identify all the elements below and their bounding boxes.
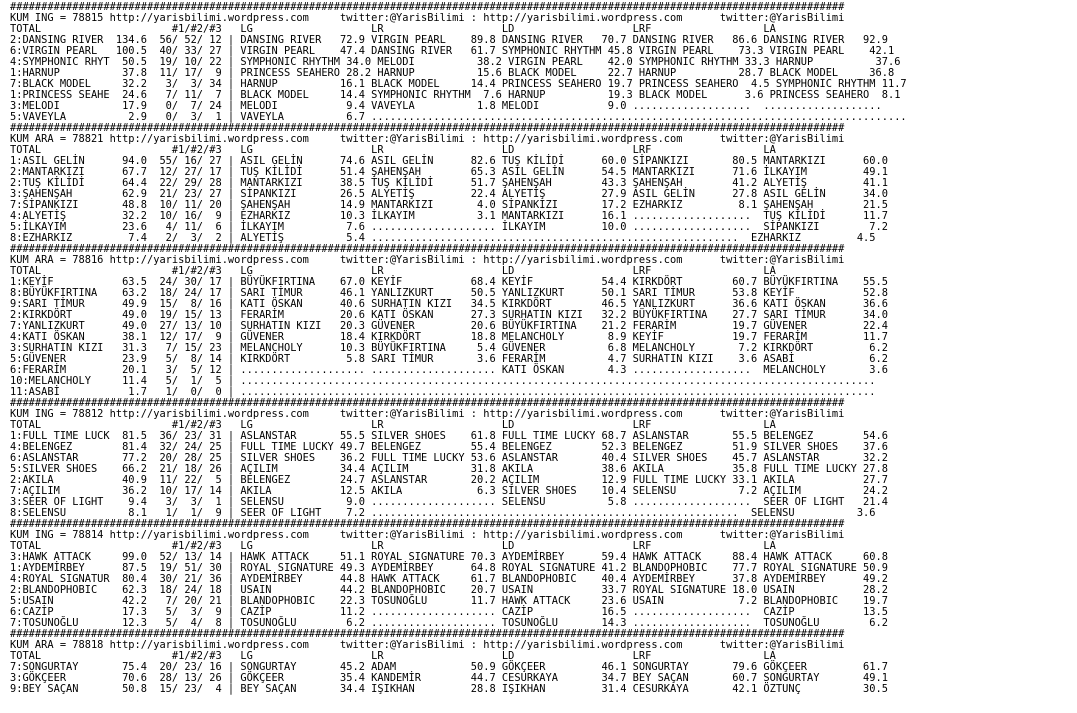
table-row: 2:KIRKDÖRT 49.0 19/ 15/ 13 | FERARİM 20.6 KATI ÖSKAN 27.3 SURHATIN KIZI 32.2 BÜYÜKFIRTINA 27.7 SARI TİMUR 34.0	[10, 309, 888, 321]
table-row: 9:SARI TİMUR 49.9 15/ 8/ 16 | KATI ÖSKAN 40.6 SURHATIN KIZI 34.5 KIRKDÖRT 46.5 YANLIZKURT 36.6 KATI ÖSKAN 36.6	[10, 298, 888, 310]
race-header: KUM ARA = 78818 http://yarisbilimi.wordpress.com twitter:@YarisBilimi : http://yarisbilimi.wordpress.com twitter:@YarisBilimi	[10, 639, 845, 651]
table-row: 8:SELENSU 8.1 1/ 1/ 9 | SEER OF LIGHT 7.2 ........................................................... SELENSU 3.6	[10, 507, 876, 519]
table-row: 6:ASLANSTAR 77.2 20/ 28/ 25 | SILVER SHOES 36.2 FULL TIME LUCKY 53.6 ASLANSTAR 40.4 SILVER SHOES 45.7 ASLANSTAR 32.2	[10, 452, 888, 464]
table-row: 9:BEY SAÇAN 50.8 15/ 23/ 4 | BEY SAÇAN 34.4 IŞIKHAN 28.8 IŞIKHAN 31.4 CESURKAYA 42.1 ÖZTUNÇ 30.5	[10, 683, 888, 695]
table-row: 1:AYDEMİRBEY 87.5 19/ 51/ 30 | ROYAL SIGNATURE 49.3 AYDEMİRBEY 64.8 ROYAL SIGNATURE 41.2 BLANDOPHOBIC 77.7 ROYAL SIGNATURE 50.9	[10, 562, 888, 574]
table-row: 7:YANLIZKURT 49.0 27/ 13/ 10 | SURHATIN KIZI 20.3 GÜVENER 20.6 BÜYÜKFIRTINA 21.2 FERARİM 19.7 GÜVENER 22.4	[10, 320, 888, 332]
separator-line: ######################################################################################################################################	[10, 1, 845, 13]
table-row: 5:GÜVENER 23.9 5/ 8/ 14 | KIRKDÖRT 5.8 SARI TİMUR 3.6 FERARİM 4.7 SURHATIN KIZI 3.6 ASABİ 6.2	[10, 353, 888, 365]
table-row: 3:ŞAHENŞAH 62.9 21/ 23/ 27 | SİPANKIZI 26.5 ALYETİŞ 22.4 ALYETİŞ 27.9 ASIL GELİN 27.8 ASIL GELİN 34.0	[10, 188, 888, 200]
table-row: 7:TOSUNOĞLU 12.3 5/ 4/ 8 | TOSUNOĞLU 6.2 .................... TOSUNOĞLU 14.3 ................... TOSUNOĞLU 6.2	[10, 617, 888, 629]
table-row: 3:SEER OF LIGHT 9.4 3/ 3/ 1 | SELENSU 9.0 .................... SELENSU 5.8 ................... SEER OF LIGHT 21.4	[10, 496, 888, 508]
column-header: TOTAL #1/#2/#3 LG LR LD LRF LA	[10, 144, 776, 156]
table-row: 2:DANSING RIVER 134.6 56/ 52/ 12 | DANSING RIVER 72.9 VIRGIN PEARL 89.8 DANSING RIVER 70.7 DANSING RIVER 86.6 DANSING RIVER 92.9	[10, 34, 888, 46]
table-row: 8:BÜYÜKFIRTINA 63.2 18/ 24/ 17 | SARI TİMUR 46.1 YANLIZKURT 50.5 YANLIZKURT 50.1 SARI TİMUR 53.8 KEYİF 52.8	[10, 287, 888, 299]
table-row: 3:GÖKÇEER 70.6 28/ 13/ 26 | GÖKÇEER 35.4 KANDEMİR 44.7 CESURKAYA 34.7 BEY SAÇAN 60.7 SONGURTAY 49.1	[10, 672, 888, 684]
table-row: 3:MELODI 17.9 0/ 7/ 24 | MELODI 9.4 VAVEYLA 1.8 MELODI 9.0 ................... ...................	[10, 100, 882, 112]
table-row: 5:SILVER SHOES 66.2 21/ 18/ 26 | AÇILIM 34.4 AÇILIM 31.8 AKILA 38.6 AKILA 35.8 FULL TIME LUCKY 27.8	[10, 463, 888, 475]
table-row: 4:KATI ÖSKAN 38.1 12/ 17/ 9 | GÜVENER 18.4 KIRKDÖRT 18.8 MELANCHOLY 8.9 KEYİF 19.7 FERARİM 11.7	[10, 331, 888, 343]
table-row: 10:MELANCHOLY 11.4 5/ 1/ 5 | ......................................................................................................	[10, 375, 876, 387]
table-row: 6:CAZİP 17.3 5/ 3/ 9 | CAZİP 11.2 .................... CAZİP 16.5 ................... CAZİP 13.5	[10, 606, 888, 618]
table-row: 7:SİPANKIZI 48.8 10/ 11/ 20 | ŞAHENŞAH 14.9 MANTARKIZI 4.0 SİPANKIZI 17.2 EZHARKIZ 8.1 ŞAHENŞAH 21.5	[10, 199, 888, 211]
table-row: 8:EZHARKIZ 7.4 2/ 3/ 2 | ALYETİŞ 5.4 ........................................................... EZHARKIZ 4.5	[10, 232, 876, 244]
table-row: 6:VIRGIN PEARL 100.5 40/ 33/ 27 | VIRGIN PEARL 47.4 DANSING RIVER 61.7 SYMPHONIC RHYTHM 45.8 VIRGIN PEARL 73.3 VIRGIN PEARL 42.1	[10, 45, 895, 57]
column-header: TOTAL #1/#2/#3 LG LR LD LRF LA	[10, 540, 776, 552]
table-row: 4:ROYAL SIGNATUR 80.4 30/ 21/ 36 | AYDEMİRBEY 44.8 HAWK ATTACK 61.7 BLANDOPHOBIC 40.4 AYDEMİRBEY 37.8 AYDEMİRBEY 49.2	[10, 573, 888, 585]
column-header: TOTAL #1/#2/#3 LG LR LD LRF LA	[10, 419, 776, 431]
race-header: KUM ARA = 78821 http://yarisbilimi.wordpress.com twitter:@YarisBilimi : http://yarisbilimi.wordpress.com twitter:@YarisBilimi	[10, 133, 845, 145]
table-row: 1:FULL TIME LUCK 81.5 36/ 23/ 31 | ASLANSTAR 55.5 SILVER SHOES 61.8 FULL TIME LUCKY 68.7 ASLANSTAR 55.5 BELENGEZ 54.6	[10, 430, 888, 442]
column-header: TOTAL #1/#2/#3 LG LR LD LRF LA	[10, 265, 776, 277]
table-row: 5:VAVEYLA 2.9 0/ 3/ 1 | VAVEYLA 6.7 ......................................................................................	[10, 111, 907, 123]
table-row: 3:HAWK ATTACK 99.0 52/ 13/ 14 | HAWK ATTACK 51.1 ROYAL SIGNATURE 70.3 AYDEMİRBEY 59.4 HAWK ATTACK 88.4 HAWK ATTACK 60.8	[10, 551, 888, 563]
race-header: KUM ING = 78814 http://yarisbilimi.wordpress.com twitter:@YarisBilimi : http://yarisbilimi.wordpress.com twitter:@YarisBilimi	[10, 529, 845, 541]
separator-line: ######################################################################################################################################	[10, 518, 845, 530]
table-row: 5:İLKAYIM 23.6 4/ 11/ 6 | İLKAYIM 7.6 .................... İLKAYIM 10.0 ................... SİPANKIZI 7.2	[10, 221, 888, 233]
table-row: 1:ASIL GELİN 94.0 55/ 16/ 27 | ASIL GELİN 74.6 ASIL GELİN 82.6 TUŞ KİLİDİ 60.0 SİPANKIZI 80.5 MANTARKIZI 60.0	[10, 155, 888, 167]
separator-line: ######################################################################################################################################	[10, 628, 845, 640]
race-header: KUM ARA = 78816 http://yarisbilimi.wordpress.com twitter:@YarisBilimi : http://yarisbilimi.wordpress.com twitter:@YarisBilimi	[10, 254, 845, 266]
table-row: 1:HARNUP 37.8 11/ 17/ 9 | PRINCESS SEAHERO 28.2 HARNUP 15.6 BLACK MODEL 22.7 HARNUP 28.7 BLACK MODEL 36.8	[10, 67, 895, 79]
table-row: 5:USAIN 42.2 7/ 20/ 21 | BLANDOPHOBIC 22.3 TOSUNOĞLU 11.7 HAWK ATTACK 23.6 USAIN 7.2 BLANDOPHOBIC 19.7	[10, 595, 888, 607]
table-row: 4:ALYETİŞ 32.2 10/ 16/ 9 | EZHARKIZ 10.3 İLKAYIM 3.1 MANTARKIZI 16.1 ................... TUŞ KİLİDİ 11.7	[10, 210, 888, 222]
separator-line: ######################################################################################################################################	[10, 397, 845, 409]
column-header: TOTAL #1/#2/#3 LG LR LD LRF LA	[10, 650, 776, 662]
table-row: 11:ASABİ 1.7 1/ 0/ 0 | ......................................................................................................	[10, 386, 876, 398]
race-header: KUM ING = 78815 http://yarisbilimi.wordpress.com twitter:@YarisBilimi : http://yarisbilimi.wordpress.com twitter:@YarisBilimi	[10, 12, 845, 24]
table-row: 6:FERARİM 20.1 3/ 5/ 12 | .................... .................... KATI ÖSKAN 4.3 ................... MELANCHOLY 3.6	[10, 364, 888, 376]
table-row: 1:PRINCESS SEAHE 24.6 7/ 11/ 7 | BLACK MODEL 14.4 SYMPHONIC RHYTHM 7.6 HARNUP 19.3 BLACK MODEL 3.6 PRINCESS SEAHERO 8.1	[10, 89, 901, 101]
table-row: 7:BLACK MODEL 32.2 3/ 3/ 34 | HARNUP 16.1 BLACK MODEL 14.4 PRINCESS SEAHERO 19.7 PRINCESS SEAHERO 4.5 SYMPHONIC RHYTHM 11.7	[10, 78, 907, 90]
separator-line: ######################################################################################################################################	[10, 243, 845, 255]
table-row: 2:TUŞ KİLİDİ 64.4 22/ 29/ 28 | MANTARKIZI 38.5 TUŞ KİLİDİ 51.7 ŞAHENŞAH 43.3 ŞAHENŞAH 41.2 ALYETİŞ 41.1	[10, 177, 888, 189]
table-row: 2:AKILA 40.9 11/ 22/ 5 | BELENGEZ 24.7 ASLANSTAR 20.2 AÇILIM 12.9 FULL TIME LUCKY 33.1 AKILA 27.7	[10, 474, 888, 486]
table-row: 4:BELENGEZ 81.4 32/ 24/ 25 | FULL TIME LUCKY 49.7 BELENGEZ 55.4 BELENGEZ 52.3 BELENGEZ 51.9 SILVER SHOES 37.6	[10, 441, 888, 453]
table-row: 2:BLANDOPHOBIC 62.3 18/ 24/ 18 | USAIN 44.2 BLANDOPHOBIC 20.7 USAIN 33.7 ROYAL SIGNATURE 18.0 USAIN 28.2	[10, 584, 888, 596]
table-row: 3:SURHATIN KIZI 31.3 7/ 15/ 23 | MELANCHOLY 10.3 BÜYÜKFIRTINA 5.4 GÜVENER 6.8 MELANCHOLY 7.2 KIRKDÖRT 6.2	[10, 342, 888, 354]
table-row: 7:SONGURTAY 75.4 20/ 23/ 16 | SONGURTAY 45.2 ADAM 50.9 GÖKÇEER 46.1 SONGURTAY 79.6 GÖKÇEER 61.7	[10, 661, 888, 673]
separator-line: ######################################################################################################################################	[10, 122, 845, 134]
table-row: 7:AÇILIM 36.2 10/ 17/ 14 | AKILA 12.5 AKILA 6.3 SILVER SHOES 10.4 SELENSU 7.2 AÇILIM 24.2	[10, 485, 888, 497]
table-row: 4:SYMPHONIC RHYT 50.5 19/ 10/ 22 | SYMPHONIC RHYTHM 34.0 MELODI 38.2 VIRGIN PEARL 42.0 SYMPHONIC RHYTHM 33.3 HARNUP 37.6	[10, 56, 901, 68]
race-header: KUM ING = 78812 http://yarisbilimi.wordpress.com twitter:@YarisBilimi : http://yarisbilimi.wordpress.com twitter:@YarisBilimi	[10, 408, 845, 420]
column-header: TOTAL #1/#2/#3 LG LR LD LRF LA	[10, 23, 776, 35]
table-row: 2:MANTARKIZI 67.7 12/ 27/ 17 | TUŞ KİLİDİ 51.4 ŞAHENŞAH 65.3 ASIL GELİN 54.5 MANTARKIZI 71.6 İLKAYIM 49.1	[10, 166, 888, 178]
table-row: 1:KEYİF 63.5 24/ 30/ 17 | BÜYÜKFIRTINA 67.0 KEYİF 68.4 KEYİF 54.4 KIRKDÖRT 60.7 BÜYÜKFIRTINA 55.5	[10, 276, 888, 288]
